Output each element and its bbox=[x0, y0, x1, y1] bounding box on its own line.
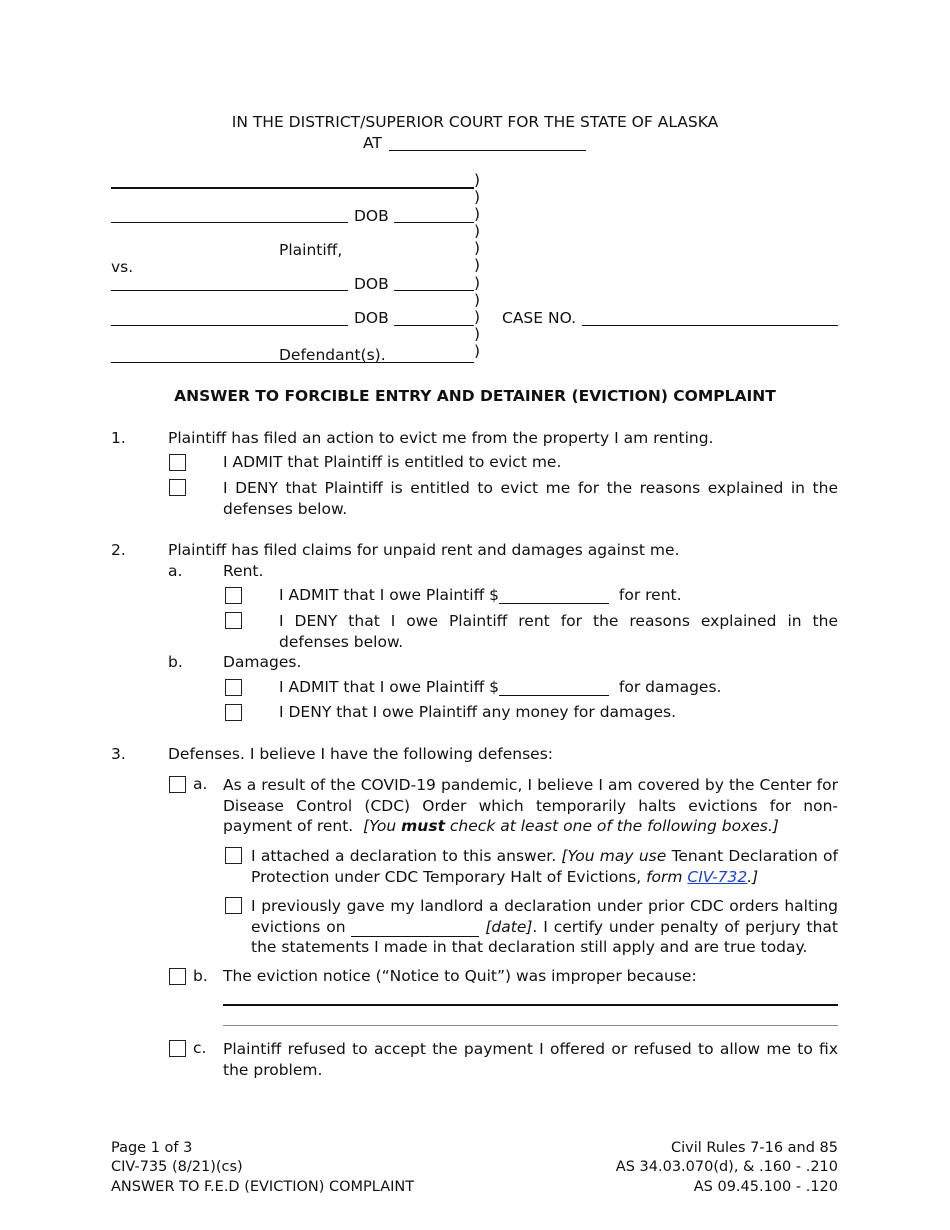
statute-ref-2: AS 09.45.100 - .120 bbox=[693, 1179, 838, 1195]
deny-damages-checkbox[interactable] bbox=[225, 704, 242, 721]
damages-amount-field[interactable] bbox=[499, 681, 609, 696]
cdc-prior-declaration-checkbox[interactable] bbox=[225, 897, 242, 914]
section-3-text: Defenses. I believe I have the following defenses: bbox=[168, 745, 554, 763]
dob-label: DOB bbox=[354, 207, 389, 225]
item-letter: a. bbox=[193, 775, 208, 793]
item-letter: b. bbox=[193, 967, 208, 985]
plaintiff-name-field-2[interactable] bbox=[111, 222, 348, 223]
defendant-name-field-2[interactable] bbox=[111, 325, 348, 326]
rent-amount-field[interactable] bbox=[499, 589, 609, 604]
section-number: 1. bbox=[111, 429, 126, 447]
at-label: AT bbox=[363, 134, 382, 152]
defendant-dob-field-2[interactable] bbox=[394, 325, 474, 326]
dob-label: DOB bbox=[354, 275, 389, 293]
item-letter: c. bbox=[193, 1039, 207, 1057]
case-number-field[interactable] bbox=[582, 325, 838, 326]
defendants-label: Defendant(s). bbox=[279, 346, 386, 364]
admit-evict-label: I ADMIT that Plaintiff is entitled to evict me. bbox=[223, 453, 562, 471]
defense-c-checkbox[interactable] bbox=[169, 1040, 186, 1057]
defense-a-checkbox[interactable] bbox=[169, 776, 186, 793]
section-1-text: Plaintiff has filed an action to evict me from the property I am renting. bbox=[168, 429, 714, 447]
damages-heading: Damages. bbox=[223, 653, 302, 671]
defense-b-explanation-line-1[interactable] bbox=[223, 1004, 838, 1006]
admit-damages-checkbox[interactable] bbox=[225, 679, 242, 696]
statute-ref-1: AS 34.03.070(d), & .160 - .210 bbox=[615, 1159, 838, 1175]
form-name: ANSWER TO F.E.D (EVICTION) COMPLAINT bbox=[111, 1179, 415, 1195]
deny-rent-checkbox[interactable] bbox=[225, 612, 242, 629]
form-number: CIV-735 (8/21)(cs) bbox=[111, 1159, 243, 1175]
admit-evict-checkbox[interactable] bbox=[169, 454, 186, 471]
court-heading: IN THE DISTRICT/SUPERIOR COURT FOR THE STATE OF ALASKA bbox=[231, 113, 719, 131]
vs-label: vs. bbox=[111, 258, 134, 276]
admit-rent-checkbox[interactable] bbox=[225, 587, 242, 604]
page-number: Page 1 of 3 bbox=[111, 1140, 193, 1156]
section-number: 2. bbox=[111, 541, 126, 559]
document-title: ANSWER TO FORCIBLE ENTRY AND DETAINER (EVICTION) COMPLAINT bbox=[174, 387, 776, 405]
item-letter: b. bbox=[168, 653, 183, 671]
defense-a-text: As a result of the COVID-19 pandemic, I believe I am covered by the Center for Disease Control (CDC) Order which temporarily halts evictions for non-payment of rent. [You must check at least one of the following boxes.] bbox=[223, 776, 838, 835]
cdc-declaration-attached-checkbox[interactable] bbox=[225, 847, 242, 864]
cdc-declaration-attached-text: I attached a declaration to this answer. [You may use Tenant Declaration of Protection under CDC Temporary Halt of Evictions, form CIV-732.] bbox=[251, 847, 838, 886]
section-2-text: Plaintiff has filed claims for unpaid rent and damages against me. bbox=[168, 541, 680, 559]
admit-damages-label: I ADMIT that I owe Plaintiff $ for damages. bbox=[279, 678, 722, 696]
deny-evict-checkbox[interactable] bbox=[169, 479, 186, 496]
declaration-date-field[interactable] bbox=[351, 922, 479, 937]
admit-rent-label: I ADMIT that I owe Plaintiff $ for rent. bbox=[279, 586, 682, 604]
plaintiff-label: Plaintiff, bbox=[279, 241, 343, 259]
defense-b-checkbox[interactable] bbox=[169, 968, 186, 985]
rent-heading: Rent. bbox=[223, 562, 264, 580]
defendant-dob-field-1[interactable] bbox=[394, 290, 474, 291]
case-no-label: CASE NO. bbox=[502, 309, 577, 327]
section-number: 3. bbox=[111, 745, 126, 763]
defense-b-text: The eviction notice (“Notice to Quit”) was improper because: bbox=[223, 967, 697, 985]
defense-c-text: Plaintiff refused to accept the payment I offered or refused to allow me to fix the problem. bbox=[223, 1040, 838, 1079]
defendant-name-field-1[interactable] bbox=[111, 290, 348, 291]
plaintiff-name-field[interactable] bbox=[111, 187, 474, 189]
deny-evict-label: I DENY that Plaintiff is entitled to evict me for the reasons explained in the defenses below. bbox=[223, 479, 838, 518]
plaintiff-dob-field[interactable] bbox=[394, 222, 474, 223]
cdc-prior-declaration-text: I previously gave my landlord a declaration under prior CDC orders halting evictions on [date]. I certify under penalty of perjury that the statements I made in that declaration still apply and are true today. bbox=[251, 897, 838, 956]
civ-732-link[interactable]: CIV-732 bbox=[687, 867, 748, 886]
civil-rules: Civil Rules 7-16 and 85 bbox=[671, 1140, 838, 1156]
deny-damages-label: I DENY that I owe Plaintiff any money for damages. bbox=[279, 703, 677, 721]
dob-label: DOB bbox=[354, 309, 389, 327]
caption-parentheses: ) ) ) ) ) ) ) ) ) ) ) bbox=[474, 171, 481, 360]
at-location-field[interactable] bbox=[389, 150, 586, 151]
item-letter: a. bbox=[168, 562, 183, 580]
defense-b-explanation-line-2[interactable] bbox=[223, 1025, 838, 1026]
deny-rent-label: I DENY that I owe Plaintiff rent for the reasons explained in the defenses below. bbox=[279, 612, 838, 651]
